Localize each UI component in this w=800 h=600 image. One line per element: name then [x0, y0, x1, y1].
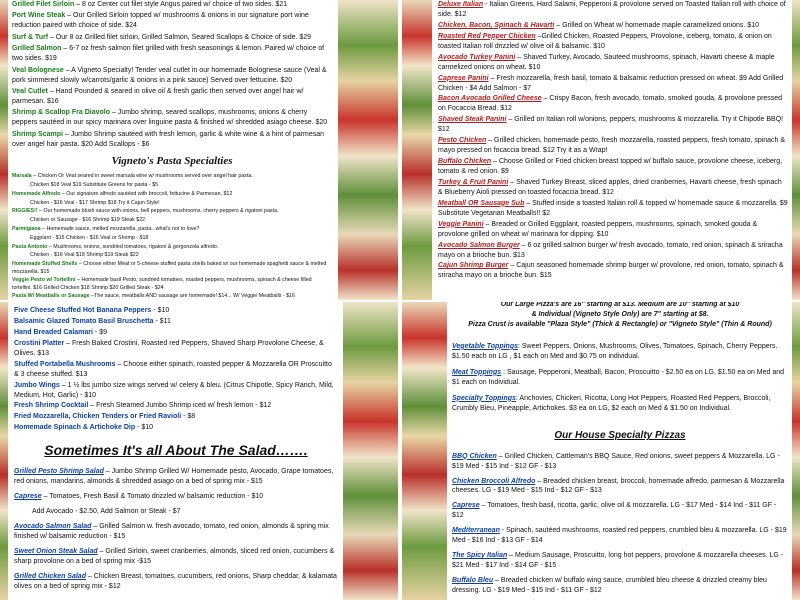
salad-item [14, 547, 338, 567]
pizza-item [452, 576, 788, 596]
menu-item-name: Shrimp Scampi [12, 130, 63, 138]
menu-item-name: Specialty Toppings [452, 394, 516, 402]
sandwiches-content [438, 0, 788, 300]
menu-item-name: Avocado Turkey Panini [438, 53, 516, 61]
food-border-right [343, 302, 398, 600]
menu-item-name: Cajun Shrimp Burger [438, 262, 509, 270]
menu-item [438, 261, 788, 281]
menu-item [12, 44, 332, 64]
menu-item-description: – Our signature alfredo sautéed with broccoli, fettucine & Parmesan. $12 [60, 190, 233, 197]
menu-item-description: : Sausage, Pepperoni, Meatball, Bacon, Proscuitto - $2.50 ea on LG, $1.50 ea on Med and $1 each on Individual. [452, 368, 785, 386]
menu-item-name: Homemade Spinach & Artichoke Dip [14, 424, 136, 432]
menu-item-description: Chicken - $16 Veal - $17 Shrimp $18 Try it Cajun Style! [30, 199, 160, 206]
menu-item-price: LG - $21 Med - $17 Ind - $14 GF - $15 [452, 552, 784, 570]
menu-item-name: Marsala [12, 173, 32, 180]
menu-item-description: : Sweet Peppers, Onions, Mushrooms, Olives, Tomatoes, Spinach, Cherry Peppers. $1.50 each on LG , $1 each on Med and $0.75 on individual. [452, 342, 778, 360]
menu-item-description: – Grilled Salmon w. fresh avocado, tomato, red onion, almonds & spring mix finished w/ balsamic reduction - $15 [14, 522, 329, 540]
menu-item-description: - Italian Greens, Hard Salami, Pepperoni & provolone served on Toasted Italian roll with choice of side. $12 [438, 1, 786, 18]
menu-item-description: – 8 oz Center cut filet style Angus paired w/ choice of two sides. $21 [74, 1, 288, 8]
pasta-item [12, 182, 332, 189]
pizza-section-title: Our House Specialty Pizzas [554, 430, 686, 442]
menu-item-name: Avocado Salmon Salad [14, 522, 92, 530]
menu-item-description: – Hand Pounded & seared in olive oil & fresh garlic then served over angel hair w/ parmesan. $16 [12, 88, 304, 105]
menu-item-description: – 6-7 oz fresh salmon filet grilled with fresh seasonings & lemon. Paired w/ choice of two sides. $19 [12, 45, 325, 63]
menu-item-name: Surf & Turf [12, 33, 49, 41]
pasta-item [12, 252, 332, 259]
menu-item-description: - $8 [181, 413, 196, 421]
pizza-item [452, 452, 788, 472]
menu-item [438, 199, 788, 219]
menu-item [14, 317, 338, 327]
salad-item [14, 467, 338, 487]
menu-item-name: Balsamic Glazed Tomato Basil Bruschetta [14, 317, 154, 325]
menu-item-description: – Fresh Baked Crostini, Roasted red Peppers, Shaved Sharp Provolone Cheese, & Olives. $13 [14, 339, 324, 357]
menu-item [438, 94, 788, 114]
pizza-item [452, 477, 788, 497]
menu-item [14, 423, 338, 433]
menu-item-description: – 1 ½ lbs jumbo size wings served w/ celery & bleu. (Citrus Chipotle, Spicy Ranch, Mild, Medium, Hot, Garlic) - $10 [14, 381, 334, 399]
menu-item-description: – Crispy Bacon, fresh avocado, tomato, smoked gouda, & provolone pressed on Focaccia Bread. $12 [438, 95, 783, 113]
pasta-item [12, 217, 332, 224]
menu-item-description: – Our 8 oz Grilled filet sirloin, Grilled Salmon, Seared Scallops & Choice of side. $29 [48, 33, 312, 41]
pizza-crust-info: Pizza Crust is available "Plaza Style" (Thick & Rectangle) or "Vigneto Style" (Thin & Round) [468, 320, 772, 328]
menu-item-name: Hand Breaded Calamari [14, 328, 93, 336]
menu-item-description: – Choose Grilled or Fried chicken breast topped w/ buffalo sauce, provolone cheese, iceberg, tomato & red onion. $9 [438, 158, 783, 175]
menu-item-description: –Grilled Chicken, Roasted Peppers, Provolone, iceberg, tomato, & onion on toasted Italian roll drizzled w/ olive oil & balsamic. $10 [438, 32, 772, 50]
menu-page-pizza [402, 302, 800, 600]
menu-item-description: – Breaded chicken w/ buffalo wing sauce, crumbled bleu cheese & drizzled creamy bleu dressing. [452, 577, 767, 594]
menu-item-description: – Grilled on Italian roll w/onions, peppers, mushrooms & mozzarella. Try it Chipotle BBQ! $12 [438, 116, 784, 134]
menu-item-name: BBQ Chicken [452, 452, 497, 460]
menu-item-name: Shaved Steak Panini [438, 116, 507, 124]
menu-item-description: – Grilled Sirloin, sweet cranberries, almonds, sliced red onion, cucumbers & sharp provolone on a bed of spring mix -$15 [14, 547, 335, 565]
pasta-item [12, 235, 332, 242]
menu-item-name: Roasted Red Pepper Chicken [438, 32, 536, 40]
menu-item-name: Sweet Onion Steak Salad [14, 547, 98, 555]
menu-item-description: – Homemade basil Pesto, sundried tomatoes, roasted peppers, mushrooms, spinach & cheese filled tortellini. $16 Grilled Chicken $18 Shrimp $20 Grilled Steak - $24 [12, 277, 312, 291]
food-border-right [792, 302, 800, 600]
menu-item-description: – Chicken Breast, tomatoes, cucumbers, red onions, Sharp cheddar, & kalamata olives on a bed of spring mix - $12 [14, 572, 337, 590]
menu-item-name: Meat Toppings [452, 368, 502, 376]
menu-item-name: Veal Cutlet [12, 88, 48, 95]
pasta-item [12, 277, 332, 292]
menu-item-name: Vegetable Toppings [452, 342, 518, 350]
menu-item-name: Chicken Broccoli Alfredo [452, 477, 536, 485]
appetizers-content [14, 302, 338, 600]
pasta-item [12, 200, 332, 207]
menu-item-description: – Grilled on Wheat w/ homemade maple caramelized onions. $10 [554, 21, 759, 29]
menu-item-description: – Choose either spinach, roasted pepper & Mozzarella OR Proscuitto & 3 cheese stuffed. $13 [14, 360, 332, 378]
pizza-content [452, 302, 788, 600]
menu-item-name: RIGGIES!! [12, 208, 38, 215]
menu-item [438, 136, 788, 156]
menu-item [12, 87, 332, 107]
pasta-item [12, 293, 332, 300]
menu-item [12, 108, 332, 128]
menu-item [438, 0, 788, 20]
menu-item-description: – Medium Sausage, Proscuitto, long hot peppers, provolone & mozzarella cheeses. [507, 552, 768, 560]
menu-item-description: – Jumbo Shrimp Grilled W/ Homemade pesto, Avocado, Grape tomatoes, red onions, mandarins, almonds & shredded asiago on a bed of spring mix - $15 [14, 468, 334, 486]
menu-item-name: Pasta Antonio [12, 243, 48, 250]
menu-item-name: Homemade Alfredo [12, 190, 61, 197]
menu-item-name: Fried Mozzarella, Chicken Tenders or Fried Ravioli [14, 413, 182, 421]
menu-item-name: Pesto Chicken [438, 137, 487, 145]
menu-item [12, 130, 332, 150]
pasta-item [12, 261, 332, 276]
pasta-item [12, 226, 332, 233]
menu-item-name: Buffalo Bleu [452, 577, 494, 584]
menu-item-description: – Breaded or Grilled Eggplant, roasted peppers, mushrooms, spinach, smoked gouda & provolone grilled on wheat w/ marinara for dipping. $10 [438, 220, 758, 238]
menu-item-price: LG - $19 Med - $15 Ind - $12 GF - $13 [452, 452, 780, 470]
menu-item [14, 328, 338, 338]
menu-item-description: Add Avocado - $2.50, Add Salmon or Steak - $7 [32, 507, 181, 515]
menu-item-description: – Fresh Steamed Jumbo Shrimp iced w/ fresh lemon - $12 [88, 402, 272, 410]
pizza-size-info: Our Large Pizza's are 16" starting at $13. Medium are 10" starting at $10 [500, 302, 740, 308]
menu-item-description: – Grilled chicken, homemade pesto, fresh mozzarella, roasted peppers, fresh tomato, spinach & mayo pressed on focaccia bread. $12 Try it as a Wrap! [438, 137, 786, 155]
menu-item-description: – Chicken Or Veal seared in sweet marsala wine w/ mushrooms served over angel hair pasta. [31, 173, 253, 180]
pizza-item [452, 551, 788, 571]
menu-item-description: – Choose either Meat or 5-cheese stuffed pasta shells baked w/ our homemade spaghetti sauce & melted mozzarella. $15 [12, 261, 327, 275]
menu-item-name: Shrimp & Scallop Fra Diavolo [12, 109, 111, 117]
menu-item-description: – 6 oz grilled salmon burger w/ fresh avocado, tomato, red onion, spinach & sriracha mayo on a brioche bun. $13 [438, 241, 783, 259]
menu-item-name: Homemade Stuffed Shells [12, 261, 78, 268]
menu-item-name: Caprese Panini [438, 74, 489, 82]
menu-item-price: LG - $17 Med - $14 Ind - $11 GF - $12 [452, 502, 777, 520]
menu-item-description: - $10 [151, 307, 170, 314]
menu-item [438, 241, 788, 261]
menu-item [14, 401, 338, 411]
menu-item [438, 74, 788, 94]
menu-item-description: – Jumbo shrimp, seared scallops, mushrooms, onions & cherry peppers sautéed in our spicy marinara over linguine pasta & finished w/ shredded asiago cheese. $20 [12, 109, 328, 127]
menu-item [438, 178, 788, 198]
menu-item [438, 220, 788, 240]
menu-item-description: – Mushrooms, onions, sundried tomatoes, rigatoni & gorgonzola alfredo. [47, 243, 219, 250]
food-border-left [0, 0, 8, 300]
menu-item-description: – Tomatoes, fresh basil, ricotta, garlic, olive oil & mozzarella. [479, 502, 669, 510]
menu-item-description: Chicken $18 Veal $19 Substitute Greens for pasta - $5 [30, 182, 159, 189]
menu-item [14, 360, 338, 380]
menu-item [12, 33, 332, 43]
menu-item-description: – Fresh mozzarella, fresh basil, tomato & balsamic reduction pressed on wheat. $9 Add Grilled Chicken - $4 Add Salmon - $7 [438, 74, 784, 92]
menu-item-description: Chicken - $16 Veal $18 Shrimp $19 Steak $22 [30, 252, 139, 259]
menu-item-name: Grilled Chicken Salad [14, 572, 86, 580]
menu-item-name: Mediterranean [452, 527, 500, 535]
menu-item [12, 66, 332, 86]
menu-item [438, 157, 788, 177]
menu-item [12, 11, 332, 31]
menu-item-name: Stuffed Portabella Mushrooms [14, 360, 116, 368]
salad-section-title: Sometimes It's all About The Salad……. [44, 442, 308, 459]
menu-item-name: Veal Bolognese [12, 66, 64, 74]
menu-item-description: – A Vigneto Specialty! Tender veal cutlet in our homemade Bolognese sauce (Veal & pork simmered slowly w/carrots/garlic & onions in a pink sauce) Served over fettucine. $20 [12, 66, 327, 84]
menu-item-description: –The sauce, meatballs AND sausage are homemade! $14... W/ Veggie Meatballs - $16 [89, 293, 295, 300]
menu-item-name: Pasta W/ Meatballs or Sausage [12, 293, 90, 300]
menu-item-description: Chicken or Sausage - $16 Shrimp $19 Steak $22 [30, 217, 146, 224]
menu-item [12, 0, 332, 10]
menu-item [438, 21, 788, 31]
food-border-left [402, 0, 432, 300]
pizza-size-info-2: & Individual (Vigneto Style Only) are 7" starting at $8. [531, 310, 709, 318]
menu-item-name: Meatball OR Sausage Sub [438, 199, 525, 207]
menu-item-description: – Tomatoes, Fresh Basil & Tomato drizzled w/ balsamic reduction - $10 [41, 493, 264, 500]
menu-item-name: Deluxe Italian [438, 1, 484, 8]
menu-item-description: - Spinach, sautéed mushrooms, roasted red peppers, crumbled bleu & mozzarella. [499, 527, 758, 535]
menu-item-name: Five Cheese Stuffed Hot Banana Peppers [14, 307, 152, 314]
menu-item [14, 381, 338, 401]
salad-item [14, 572, 338, 592]
food-border-right [338, 0, 398, 300]
menu-item [14, 339, 338, 359]
menu-page-appetizers [0, 302, 398, 600]
menu-item-name: Jumbo Wings [14, 381, 60, 389]
salad-item [14, 492, 338, 502]
menu-page-sandwiches [402, 0, 800, 300]
food-border-left [0, 302, 8, 600]
menu-item-description: - $10 [135, 424, 154, 432]
menu-page-entrees [0, 0, 398, 300]
menu-item-name: Port Wine Steak [12, 12, 66, 20]
menu-item-description: – Our Grilled Sirloin topped w/ mushrooms & onions in our signature port wine reduction paired with choice of side. $24 [12, 12, 309, 30]
menu-item-description: – Jumbo Shrimp sautéed with fresh lemon, garlic & white wine & a hint of parmesan over angel hair pasta. $20 Add Scallops - $6 [12, 130, 325, 148]
pasta-item [12, 191, 332, 198]
pizza-item [452, 501, 788, 521]
menu-item-description: Eggplant - $15 Chicken - $16 Veal or Shrimp - $18 [30, 234, 149, 241]
menu-item-name: Turkey & Fruit Panini [438, 178, 509, 186]
topping-item [452, 368, 788, 388]
topping-item [452, 394, 788, 414]
menu-item-price: LG - $19 Med - $16 Ind - $13 GF - $14 [452, 527, 787, 545]
menu-item-name: Grilled Pesto Shrimp Salad [14, 468, 104, 476]
menu-item-description: – Grilled Chicken, Cattleman's BBQ Sauce, Red onions, sweet peppers & Mozzarella. [496, 452, 765, 460]
menu-item-name: Caprese [14, 493, 42, 500]
salad-item [14, 522, 338, 542]
menu-item [14, 306, 338, 316]
menu-item-price: LG - $19 Med - $15 Ind - $12 GF - $13 [481, 487, 602, 495]
menu-item-name: Avocado Salmon Burger [438, 241, 520, 249]
food-border-left [402, 302, 447, 600]
entrees-content [12, 0, 332, 300]
pasta-item [12, 173, 332, 180]
menu-item-price: LG - $19 Med - $15 Ind - $11 GF - $12 [482, 586, 602, 594]
menu-item-name: Veggie Pesto w/ Tortellini [12, 277, 76, 284]
menu-item-description: – Breaded chicken breast, broccoli, homemade alfredo, parmesan & Mozzarella cheeses. [452, 477, 785, 495]
menu-item-name: The Spicy Italian [452, 552, 508, 560]
menu-item [438, 115, 788, 135]
menu-item-name: Parmigiana [12, 226, 41, 233]
pizza-item [452, 526, 788, 546]
menu-item-description: – Shaved Turkey Breast, sliced apples, dried cranberries, Havarti cheese, fresh spinach & Blueberry Aioli pressed on toasted focaccia bread. $12 [438, 178, 782, 196]
menu-item-name: Grilled Filet Sirloin [12, 1, 75, 8]
menu-item-description: – Cajun seasoned homemade shrimp burger w/ provolone, red onion, tomato, spinach & sriracha mayo on a brioche bun. $15 [438, 262, 784, 280]
menu-item-name: Veggie Panini [438, 220, 484, 228]
menu-item-name: Grilled Salmon [12, 45, 62, 53]
menu-item-name: Bacon Avocado Grilled Cheese [438, 95, 542, 103]
menu-item [438, 32, 788, 52]
menu-item [438, 53, 788, 73]
pasta-item [12, 244, 332, 251]
menu-item-description: - $9 [92, 328, 107, 336]
menu-item-description: – Stuffed inside a toasted Italian roll & topped w/ homemade sauce & mozzarella. $9 Substitute Vegetarian Meatballs!! $2 [438, 199, 788, 217]
menu-item-name: Chicken, Bacon, Spinach & Havarti [438, 21, 555, 29]
topping-item [452, 342, 788, 362]
menu-item-description: – Our homemade blush sauce with onions, bell peppers, mushrooms, cherry peppers & rigatoni pasta. [37, 208, 279, 215]
menu-item [14, 412, 338, 422]
menu-item-description: – Homemade sauce, melted mozzarella, pasta...what's not to love? [40, 226, 200, 233]
menu-item-name: Crostini Platter [14, 339, 65, 347]
menu-item-description: – Shaved Turkey, Avocado, Sauteed mushrooms, spinach, Havarti cheese & maple carmelized onions on wheat. $10 [438, 53, 775, 71]
menu-item-description: : Anchovies, Chicken, Ricotta, Long Hot Peppers, Roasted Red Peppers, Broccoli, Crumbly Bleu, Pineapple, Artichokes. $3 ea on LG, $2 each on Med & $1.50 on Individual. [452, 394, 771, 412]
menu-item-name: Caprese [452, 502, 480, 510]
pasta-item [12, 208, 332, 215]
food-border-right [792, 0, 800, 300]
salad-item [14, 507, 338, 517]
menu-item-name: Fresh Shrimp Cocktail [14, 402, 89, 410]
menu-item-description: - $11 [153, 317, 171, 325]
pasta-section-title: Vigneto's Pasta Specialties [111, 154, 233, 167]
menu-item-name: Buffalo Chicken [438, 158, 492, 166]
